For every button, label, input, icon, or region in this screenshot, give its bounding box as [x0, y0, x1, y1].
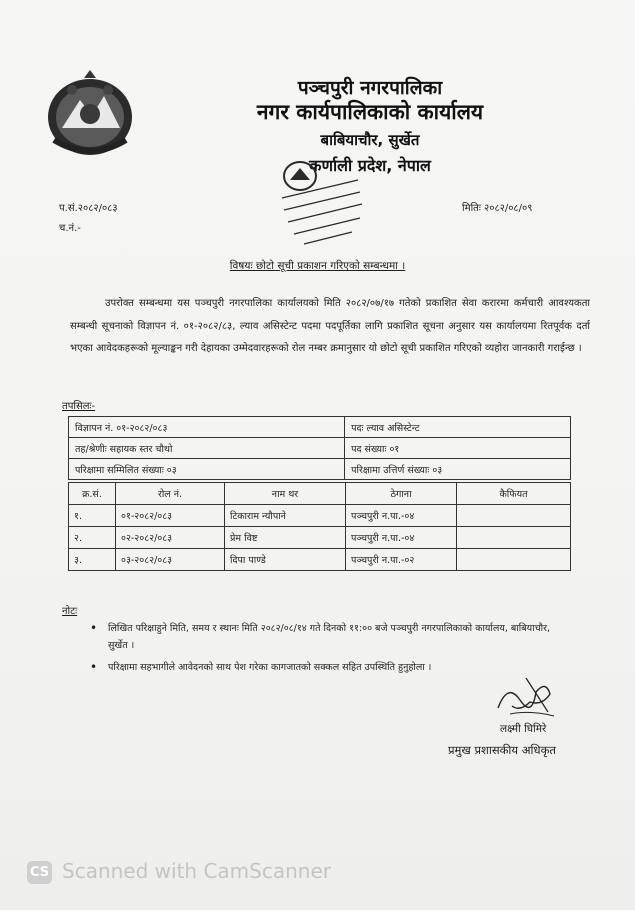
letter-reference-number: प.सं.२०८२/०८३	[59, 203, 118, 214]
row-name: दिपा पाण्डे	[225, 549, 346, 571]
body-text: उपरोक्त सम्बन्धमा यस पञ्चपुरी नगरपालिका कार्यालयको मिति २०८२/०७/१७ गतेको प्रकाशित सेवा करारमा कर्मचारी आवश्यकता सम्बन्धी सूचनाको विज्ञापन नं. ०१-२०८२/८३, ल्याव असिस्टेन्ट पदमा पदपूर्तिका लागि प्रकाशित सूचना अनुसार यस कार्यालयमा रितपूर्वक दर्ता भएका आवेदकहरूको मूल्याङ्कन गरी देहायका उम्मेदवारहरूको रोल नम्बर क्रमानुसार यो छोटो सूची प्रकाशित गरिएको व्यहोरा जानकारी गराईन्छ ।	[70, 298, 590, 354]
camscanner-watermark: Scanned with CamScanner	[62, 859, 331, 883]
subject-line	[0, 259, 635, 273]
table-header-row	[69, 483, 571, 505]
col-roll: रोल नं.	[116, 483, 225, 505]
col-remarks: कैफियत	[457, 483, 571, 505]
office-location: बाबियाचौर, सुर्खेत	[320, 131, 420, 149]
row-remarks	[457, 549, 571, 571]
advert-number-cell: विज्ञापन नं. ०१-२०८२/०८३	[69, 417, 345, 438]
row-address: पञ्चपुरी न.पा.-०४	[346, 505, 457, 527]
row-roll: ०३-२०८२/०८३	[116, 549, 225, 571]
row-serial: ३.	[69, 549, 116, 571]
office-stamp-icon	[270, 158, 370, 248]
table-row	[69, 505, 571, 527]
camscanner-logo-icon: CS	[27, 861, 52, 884]
row-remarks	[457, 527, 571, 549]
level-cell: तह/श्रेणीः सहायक स्तर चौथो	[69, 438, 345, 459]
table-row	[69, 527, 571, 549]
candidate-table	[68, 482, 571, 571]
row-name: प्रेम विष्ट	[225, 527, 346, 549]
subject-text: विषयः छोटो सूची प्रकाशन गरिएको सम्बन्धमा ।	[229, 260, 406, 272]
col-address: ठेगाना	[346, 483, 457, 505]
row-address: पञ्चपुरी न.पा.-०४	[346, 527, 457, 549]
post-cell: पदः ल्याव असिस्टेन्ट	[345, 417, 571, 438]
col-name: नाम थर	[225, 483, 346, 505]
row-serial: २.	[69, 527, 116, 549]
post-info-table	[68, 416, 571, 480]
signatory-title: प्रमुख प्रशासकीय अधिकृत	[448, 743, 556, 757]
municipality-name: पञ्चपुरी नगरपालिका	[297, 77, 443, 99]
letter-date: मितिः २०८२/०८/०९	[462, 203, 533, 214]
office-name: नगर कार्यपालिकाको कार्यालय	[256, 100, 484, 124]
passed-count-cell: परिक्षामा उत्तिर्ण संख्याः ०३	[345, 459, 571, 480]
province-country: कर्णाली प्रदेश, नेपाल	[309, 156, 431, 175]
body-paragraph	[70, 293, 590, 361]
row-name: टिकाराम न्यौपाने	[225, 505, 346, 527]
dispatch-number: च.नं.-	[59, 223, 81, 234]
row-roll: ०१-२०८२/०८३	[116, 505, 225, 527]
row-address: पञ्चपुरी न.पा.-०२	[346, 549, 457, 571]
table-row	[69, 549, 571, 571]
signatory-name: लक्ष्मी घिमिरे	[500, 723, 547, 735]
post-count-cell: पद संख्याः ०१	[345, 438, 571, 459]
row-remarks	[457, 505, 571, 527]
note-item: • लिखित परिक्षाहुने मिति, समय र स्थानः मिति २०८२/०८/१४ गते दिनको ११:०० बजे पञ्चपुरी नगरपालिकाको कार्यालय, बाबियाचौर, सुर्खेत ।	[90, 620, 560, 654]
row-roll: ०२-२०८२/०८३	[116, 527, 225, 549]
included-count-cell: परिक्षामा सम्मिलित संख्याः ०३	[69, 459, 345, 480]
notes-label: नोटः	[62, 606, 78, 617]
nepal-emblem-icon	[42, 70, 138, 160]
signature-icon	[490, 672, 560, 722]
row-serial: १.	[69, 505, 116, 527]
details-label: तपसिलः-	[62, 401, 96, 412]
note-item: • परिक्षामा सहभागीले आवेदनको साथ पेश गरेका कागजातको सक्कल सहित उपस्थिति हुनुहोला ।	[90, 659, 560, 676]
col-serial: क्र.सं.	[69, 483, 116, 505]
